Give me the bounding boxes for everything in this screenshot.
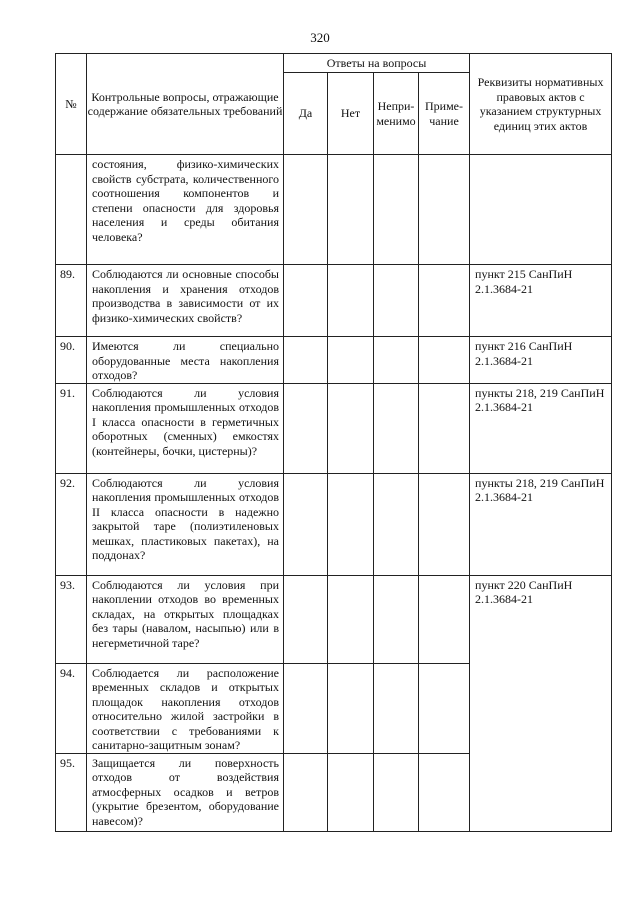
row-question: Соблюдаются ли основные способы накопления и хранения отходов производства в зависимости от их физико-химических свойств? [87, 265, 284, 337]
answer-note-cell[interactable] [419, 575, 470, 663]
table-row [56, 383, 612, 473]
header-row [56, 54, 612, 73]
answer-yes-cell[interactable] [284, 753, 328, 831]
row-question: состояния, физико-химических свойств субстрата, количественного соотношения компонентов и степени опасности для здоровья населения и среды обитания человека? [87, 155, 284, 265]
row-number: 95. [56, 753, 87, 831]
answer-note-cell[interactable] [419, 473, 470, 575]
table-row [56, 473, 612, 575]
table-row [56, 155, 612, 265]
answer-note-cell[interactable] [419, 337, 470, 384]
col-answers-header: Ответы на вопросы [284, 54, 470, 73]
answer-yes-cell[interactable] [284, 265, 328, 337]
row-reference: пункт 220 СанПиН 2.1.3684-21 [470, 575, 612, 831]
answer-na-cell[interactable] [374, 575, 419, 663]
answer-note-cell[interactable] [419, 155, 470, 265]
col-na-header: Непри- менимо [374, 73, 419, 155]
row-reference [470, 155, 612, 265]
answer-no-cell[interactable] [328, 663, 374, 753]
row-question: Имеются ли специально оборудованные места накопления отходов? [87, 337, 284, 384]
row-number: 91. [56, 383, 87, 473]
answer-no-cell[interactable] [328, 383, 374, 473]
answer-no-cell[interactable] [328, 265, 374, 337]
answer-note-cell[interactable] [419, 663, 470, 753]
answer-yes-cell[interactable] [284, 575, 328, 663]
table-row [56, 337, 612, 384]
row-question: Соблюдаются ли условия накопления промышленных отходов II класса опасности в надежно закрытой таре (полиэтиленовых мешках, пластиковых пакетах), на поддонах? [87, 473, 284, 575]
answer-no-cell[interactable] [328, 337, 374, 384]
row-number: 94. [56, 663, 87, 753]
answer-yes-cell[interactable] [284, 155, 328, 265]
answer-yes-cell[interactable] [284, 473, 328, 575]
table-row [56, 575, 612, 663]
col-note-header: Приме- чание [419, 73, 470, 155]
answer-yes-cell[interactable] [284, 337, 328, 384]
row-question: Защищается ли поверхность отходов от воздействия атмосферных осадков и ветров (укрытие брезентом, оборудование навесом)? [87, 753, 284, 831]
row-reference: пункты 218, 219 СанПиН 2.1.3684-21 [470, 383, 612, 473]
answer-na-cell[interactable] [374, 663, 419, 753]
col-no-header: Нет [328, 73, 374, 155]
answer-na-cell[interactable] [374, 753, 419, 831]
answer-yes-cell[interactable] [284, 383, 328, 473]
row-number: 93. [56, 575, 87, 663]
row-question: Соблюдаются ли условия при накоплении отходов во временных складах, на открытых площадках без тары (навалом, насыпью) или в негерметичной таре? [87, 575, 284, 663]
answer-no-cell[interactable] [328, 155, 374, 265]
answer-note-cell[interactable] [419, 265, 470, 337]
row-number: 92. [56, 473, 87, 575]
row-reference: пункты 218, 219 СанПиН 2.1.3684-21 [470, 473, 612, 575]
answer-na-cell[interactable] [374, 155, 419, 265]
page-number: 320 [310, 30, 330, 45]
col-question-header: Контрольные вопросы, отражающие содержание обязательных требований [87, 54, 284, 155]
answer-na-cell[interactable] [374, 265, 419, 337]
answer-na-cell[interactable] [374, 473, 419, 575]
answer-no-cell[interactable] [328, 473, 374, 575]
row-question: Соблюдаются ли условия накопления промышленных отходов I класса опасности в герметичных оборотных (сменных) емкостях (контейнеры, бочки, цистерны)? [87, 383, 284, 473]
answer-na-cell[interactable] [374, 337, 419, 384]
answer-note-cell[interactable] [419, 753, 470, 831]
answer-no-cell[interactable] [328, 753, 374, 831]
table-row [56, 265, 612, 337]
answer-note-cell[interactable] [419, 383, 470, 473]
col-number-header: № [56, 54, 87, 155]
row-number [56, 155, 87, 265]
row-reference: пункт 216 СанПиН 2.1.3684-21 [470, 337, 612, 384]
row-reference: пункт 215 СанПиН 2.1.3684-21 [470, 265, 612, 337]
row-number: 90. [56, 337, 87, 384]
answer-na-cell[interactable] [374, 383, 419, 473]
answer-no-cell[interactable] [328, 575, 374, 663]
row-question: Соблюдается ли расположение временных складов и открытых площадок накопления отходов относительно жилой застройки в соответствии с требованиями к санитарно-защитным зонам? [87, 663, 284, 753]
col-yes-header: Да [284, 73, 328, 155]
checklist-table [55, 53, 612, 832]
col-requisites-header: Реквизиты нормативных правовых актов с указанием структурных единиц этих актов [470, 54, 612, 155]
answer-yes-cell[interactable] [284, 663, 328, 753]
row-number: 89. [56, 265, 87, 337]
